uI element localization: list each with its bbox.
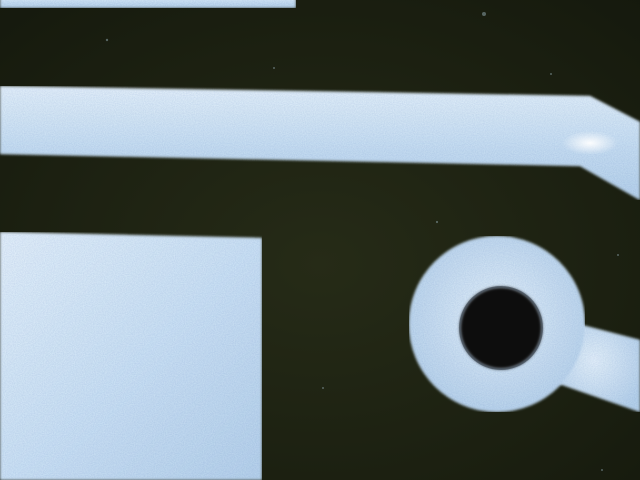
trace-highlight xyxy=(562,131,618,155)
copper-pour-pad xyxy=(0,232,262,480)
top-copper-trace xyxy=(0,0,296,8)
